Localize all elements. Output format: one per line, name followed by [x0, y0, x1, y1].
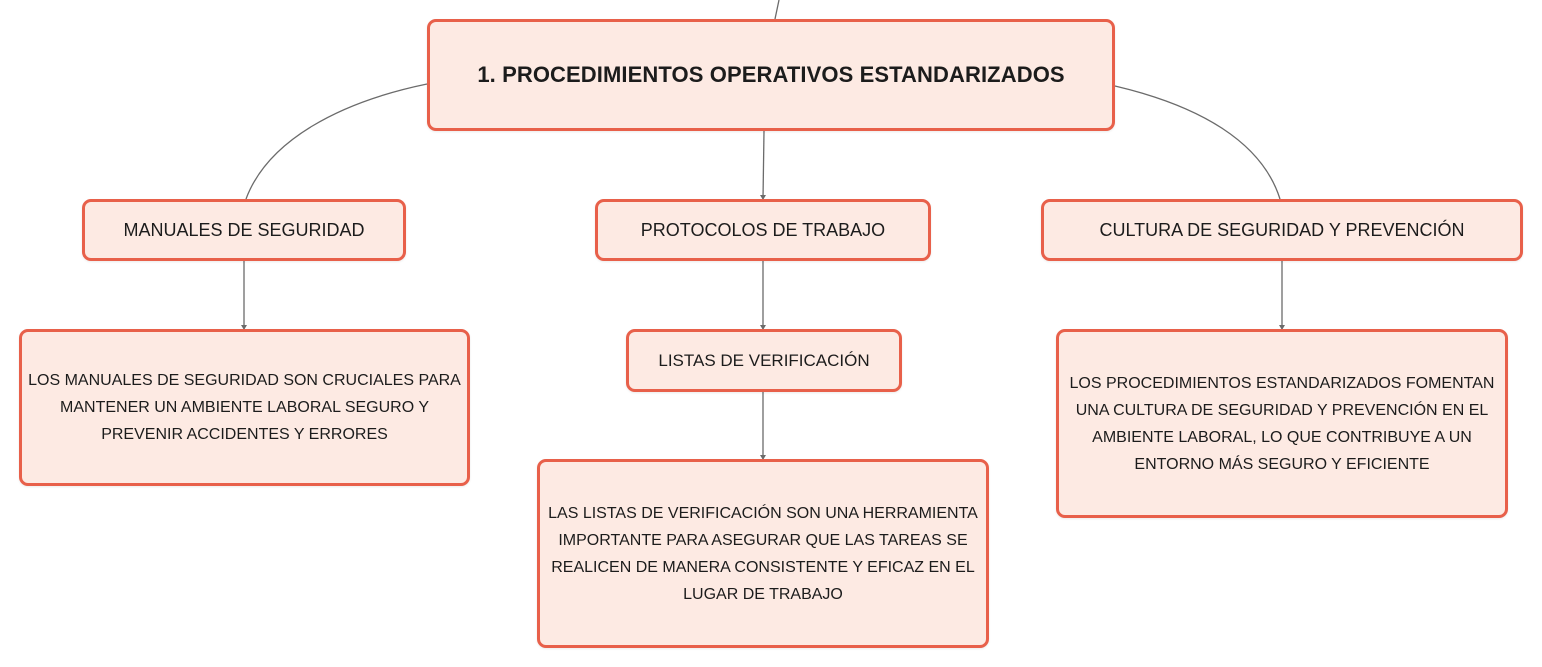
topic-label: CULTURA DE SEGURIDAD Y PREVENCIÓN [1099, 219, 1465, 240]
central-topic-node[interactable] [427, 19, 1115, 131]
topic-label: MANUALES DE SEGURIDAD [123, 219, 365, 240]
central-topic-label: 1. PROCEDIMIENTOS OPERATIVOS ESTANDARIZADOS [477, 62, 1065, 87]
detail-cultura-de-seguridad[interactable] [1056, 329, 1508, 518]
connector-parent-to-root [775, 0, 779, 19]
detail-text: LAS LISTAS DE VERIFICACIÓN SON UNA HERRAMIENTA IMPORTANTE PARA ASEGURAR QUE LAS TAREAS SE REALICEN DE MANERA CONSISTENTE Y EFICAZ EN EL LUGAR DE TRABAJO [548, 504, 978, 603]
connector-root-to-protocolos [763, 131, 764, 199]
subtopic-label: LISTAS DE VERIFICACIÓN [658, 351, 870, 370]
topic-protocolos-de-trabajo[interactable] [595, 199, 931, 261]
detail-manuales-de-seguridad[interactable] [19, 329, 470, 486]
connector-root-to-cultura [1115, 86, 1280, 199]
detail-text: LOS PROCEDIMIENTOS ESTANDARIZADOS FOMENTAN UNA CULTURA DE SEGURIDAD Y PREVENCIÓN EN EL AMBIENTE LABORAL, LO QUE CONTRIBUYE A UN ENTORNO MÁS SEGURO Y EFICIENTE [1069, 374, 1495, 473]
detail-listas-de-verificacion[interactable] [537, 459, 989, 648]
connector-root-to-manuales [246, 84, 427, 199]
topic-manuales-de-seguridad[interactable] [82, 199, 406, 261]
topic-label: PROTOCOLOS DE TRABAJO [640, 219, 886, 240]
topic-cultura-de-seguridad[interactable] [1041, 199, 1523, 261]
subtopic-listas-de-verificacion[interactable] [626, 329, 902, 392]
detail-text: LOS MANUALES DE SEGURIDAD SON CRUCIALES PARA MANTENER UN AMBIENTE LABORAL SEGURO Y PREVENIR ACCIDENTES Y ERRORES [28, 372, 461, 443]
